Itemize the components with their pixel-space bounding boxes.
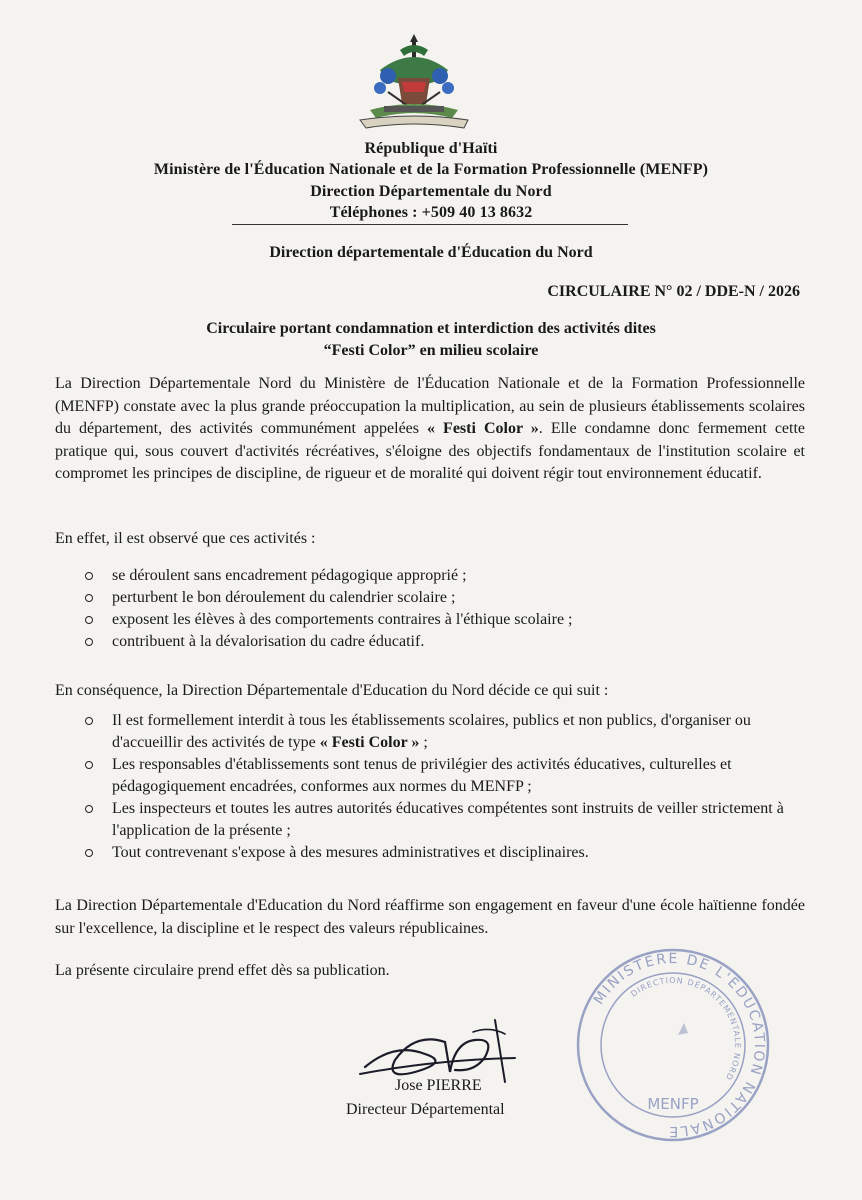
list-item-text: perturbent le bon déroulement du calendrier scolaire ; — [112, 589, 456, 606]
bullet-circle-icon — [85, 849, 93, 857]
effect-paragraph: La présente circulaire prend effet dès sa publication. — [55, 962, 390, 979]
bullet-circle-icon — [85, 761, 93, 769]
festi-color-bold: « Festi Color » — [319, 734, 420, 751]
circular-number: CIRCULAIRE N° 02 / DDE-N / 2026 — [547, 283, 800, 300]
department-title: Direction départementale d'Éducation du Nord — [269, 244, 593, 261]
ministry-name: Ministère de l'Éducation Nationale et de la Formation Professionnelle (MENFP) — [153, 161, 709, 178]
bullet-circle-icon — [85, 594, 93, 602]
intro-paragraph — [55, 373, 805, 486]
list-item — [82, 565, 782, 587]
circular-subject — [0, 318, 862, 362]
list-item-text: contribuent à la dévalorisation du cadre éducatif. — [112, 633, 425, 650]
list-item — [82, 631, 782, 653]
subject-line-2: “Festi Color” en milieu scolaire — [323, 342, 539, 359]
intro-text-before: La Direction Départementale Nord du Ministère de l'Éducation Nationale et de la Formation Professionnelle (MENFP) constate avec la plus grande préoccupation la multiplication, au sein de plusieurs établissements scolaires du département, des activités communément appelées — [55, 375, 805, 437]
list-item-text: Tout contrevenant s'expose à des mesures administratives et disciplinaires. — [112, 844, 589, 861]
list-item-text-end: ; — [419, 734, 428, 751]
stamp-ring-text: MINISTÈRE DE L'ÉDUCATION NATIONALE — [590, 950, 768, 1140]
reaffirm-paragraph: La Direction Départementale d'Education du Nord réaffirme son engagement en faveur d'une école haïtienne fondée sur l'excellence, la discipline et le respect des valeurs républicaines. — [55, 897, 805, 937]
decision-intro: En conséquence, la Direction Départementale d'Education du Nord décide ce qui suit : — [55, 682, 609, 699]
decision-list — [82, 710, 810, 864]
observed-list — [82, 565, 782, 653]
direction-name: Direction Départementale du Nord — [310, 183, 552, 200]
list-item-text: Les responsables d'établissements sont tenus de privilégier des activités éducatives, culturelles et pédagogiquement encadrées, conformes aux normes du MENFP ; — [112, 756, 732, 795]
list-item-text: Il est formellement interdit à tous les établissements scolaires, publics et non publics, d'organiser ou d'accueillir des activités de type — [112, 712, 751, 751]
signatory-title: Directeur Départemental — [346, 1101, 505, 1118]
bullet-circle-icon — [85, 572, 93, 580]
subject-line-1: Circulaire portant condamnation et interdiction des activités dites — [206, 320, 656, 337]
list-item — [82, 798, 810, 842]
stamp-center-text: MENFP — [647, 1095, 699, 1113]
list-item — [82, 754, 810, 798]
observed-intro: En effet, il est observé que ces activités : — [55, 530, 316, 547]
coat-of-arms-icon — [340, 32, 490, 140]
phone-numbers: Téléphones : +509 40 13 8632 — [329, 204, 533, 221]
list-item — [82, 710, 810, 754]
festi-color-bold: « Festi Color » — [427, 420, 539, 437]
country-name: République d'Haïti — [364, 140, 498, 157]
bullet-circle-icon — [85, 805, 93, 813]
signatory-name: Jose PIERRE — [395, 1077, 482, 1094]
list-item — [82, 842, 810, 864]
official-stamp — [568, 945, 778, 1145]
stamp-inner-text: DIRECTION DÉPARTEMENTALE NORD — [629, 975, 743, 1083]
list-item-text: se déroulent sans encadrement pédagogique approprié ; — [112, 567, 467, 584]
bullet-circle-icon — [85, 638, 93, 646]
intro-text-after: . Elle condamne donc fermement cette pratique qui, sous couvert d'activités récréatives, s'éloigne des objectifs fondamentaux de l'institution scolaire et compromet les principes de discipline, de rigueur et de moralité qui doivent régir tout environnement éducatif. — [55, 420, 806, 482]
bullet-circle-icon — [85, 717, 93, 725]
header-divider — [232, 224, 628, 225]
bullet-circle-icon — [85, 616, 93, 624]
list-item — [82, 587, 782, 609]
list-item-text: Les inspecteurs et toutes les autres autorités éducatives compétentes sont instruits de veiller strictement à l'application de la présente ; — [112, 800, 784, 839]
list-item — [82, 609, 782, 631]
list-item-text: exposent les élèves à des comportements contraires à l'éthique scolaire ; — [112, 611, 573, 628]
